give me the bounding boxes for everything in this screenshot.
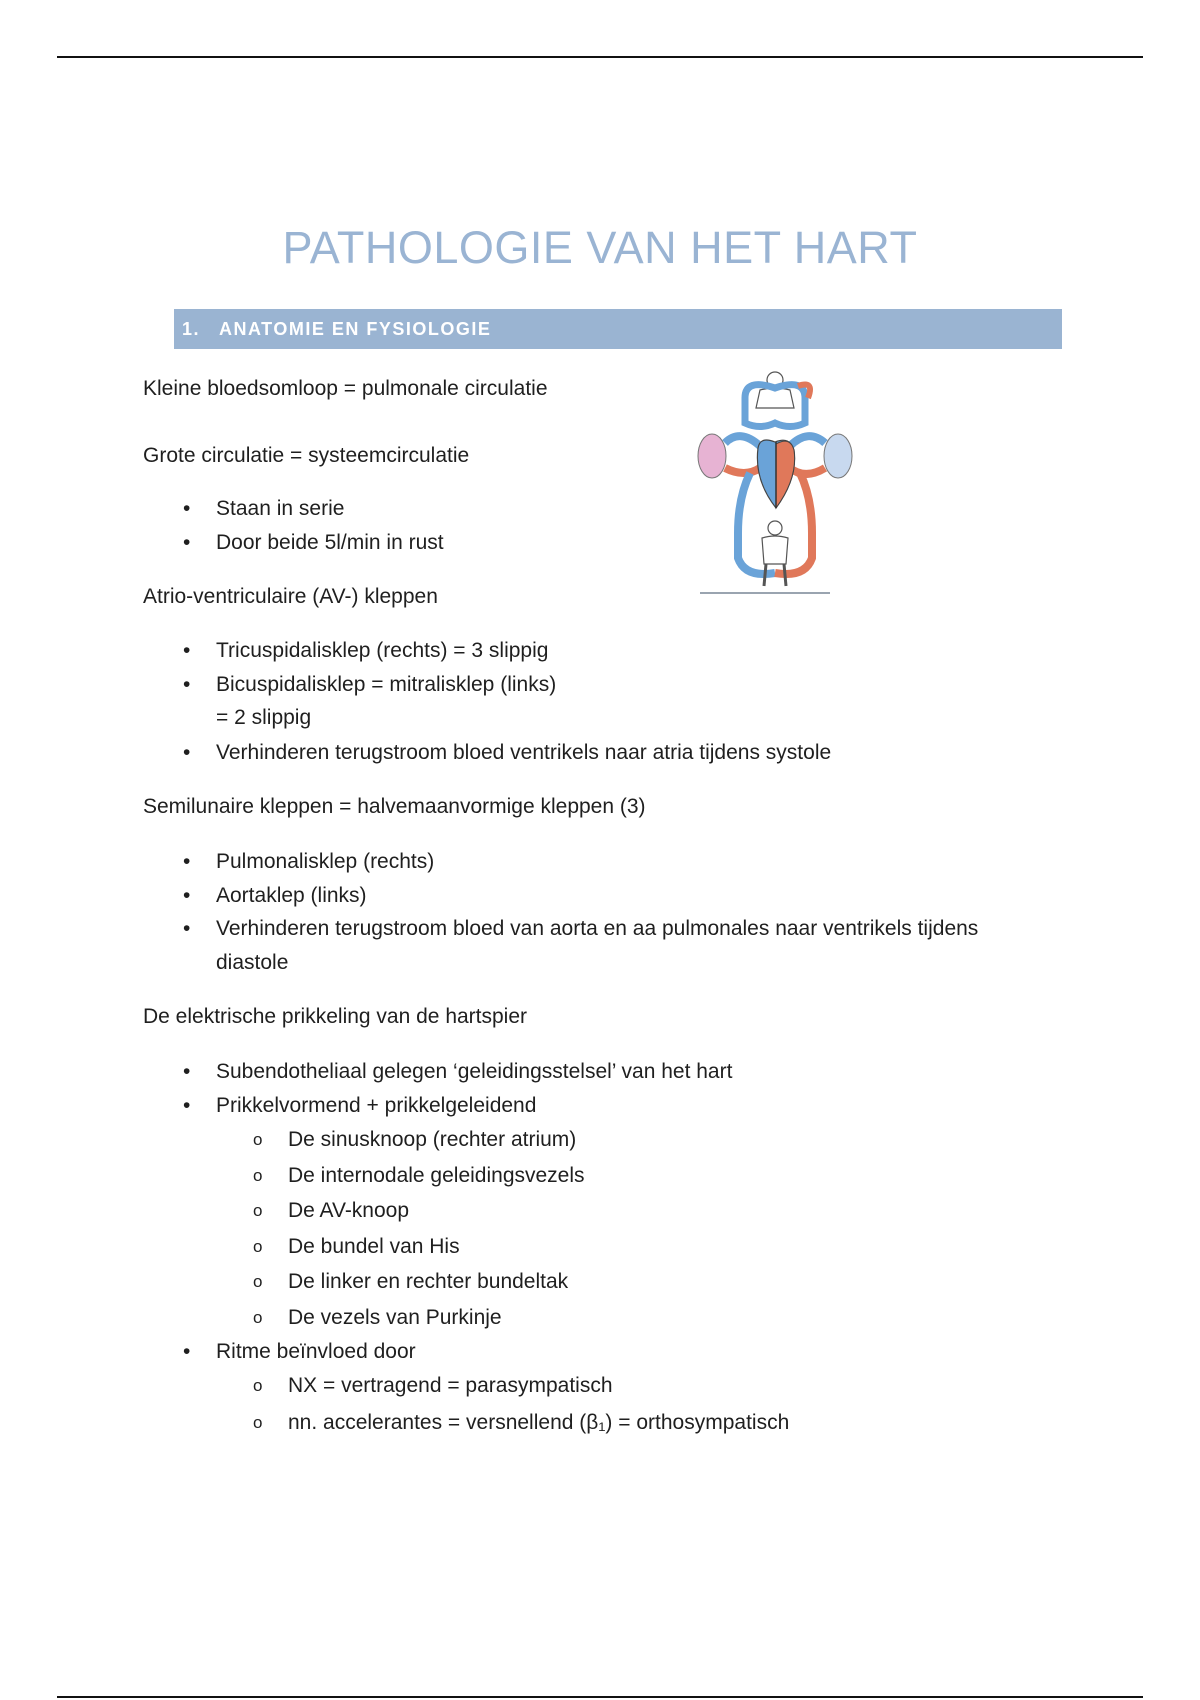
- bullet-marker: •: [183, 1340, 191, 1363]
- list-item: Ritme beïnvloed door: [216, 1340, 416, 1363]
- right-lung-icon: [824, 434, 852, 478]
- section-title: ANATOMIE EN FYSIOLOGIE: [219, 318, 492, 339]
- sub-bullet-marker: o: [253, 1308, 263, 1327]
- paragraph-kleine-bloedsomloop: Kleine bloedsomloop = pulmonale circulatie: [143, 377, 548, 400]
- header-rule: [57, 56, 1143, 58]
- sub-list-item: De AV-knoop: [288, 1199, 410, 1222]
- list-item: Bicuspidalisklep = mitralisklep (links): [216, 673, 557, 696]
- pulmonary-vein-right: [790, 468, 825, 474]
- bullet-marker: •: [183, 673, 191, 696]
- list-item: Verhinderen terugstroom bloed van aorta en aa pulmonales naar ventrikels tijdens: [216, 917, 979, 940]
- bullet-marker: •: [183, 639, 191, 662]
- section-heading: [174, 309, 1062, 349]
- paragraph-grote-circulatie: Grote circulatie = systeemcirculatie: [143, 444, 470, 467]
- sub-list-item: De vezels van Purkinje: [288, 1306, 502, 1329]
- pulmonary-artery: [725, 436, 760, 446]
- sub-bullet-marker: o: [253, 1376, 263, 1395]
- list-item-continuation: diastole: [216, 951, 289, 974]
- paragraph-av-kleppen: Atrio-ventriculaire (AV-) kleppen: [143, 585, 438, 608]
- list-item: Prikkelvormend + prikkelgeleidend: [216, 1094, 537, 1117]
- sub-bullet-marker: o: [253, 1166, 263, 1185]
- sub-list-item: De internodale geleidingsvezels: [288, 1164, 585, 1187]
- paragraph-semilunaire-kleppen: Semilunaire kleppen = halvemaanvormige kleppen (3): [143, 795, 646, 818]
- bullet-marker: •: [183, 917, 191, 940]
- section-number: 1.: [182, 318, 201, 339]
- bullet-marker: •: [183, 531, 191, 554]
- sub-list-item: nn. accelerantes = versnellend (β₁) = orthosympatisch: [288, 1411, 790, 1434]
- list-item: Subendotheliaal gelegen ‘geleidingsstelsel’ van het hart: [216, 1060, 733, 1083]
- sub-bullet-marker: o: [253, 1130, 263, 1149]
- list-item: Staan in serie: [216, 497, 345, 520]
- list-item: Pulmonalisklep (rechts): [216, 850, 435, 873]
- paragraph-elektrische-prikkeling: De elektrische prikkeling van de hartspier: [143, 1005, 528, 1028]
- bullet-marker: •: [183, 1060, 191, 1083]
- list-item: Door beide 5l/min in rust: [216, 531, 444, 554]
- sub-bullet-marker: o: [253, 1201, 263, 1220]
- figure-caption-line: [700, 592, 830, 594]
- bullet-marker: •: [183, 850, 191, 873]
- document-title: PATHOLOGIE VAN HET HART: [282, 222, 918, 273]
- list-item: Verhinderen terugstroom bloed ventrikels naar atria tijdens systole: [216, 741, 832, 764]
- list-item: Aortaklep (links): [216, 884, 367, 907]
- left-lung-icon: [698, 434, 726, 478]
- sub-list-item: De sinusknoop (rechter atrium): [288, 1128, 577, 1151]
- sub-bullet-marker: o: [253, 1413, 263, 1432]
- bullet-marker: •: [183, 497, 191, 520]
- sub-list-item: De linker en rechter bundeltak: [288, 1270, 569, 1293]
- heart-icon: [757, 440, 794, 508]
- list-item-continuation: = 2 slippig: [216, 706, 312, 729]
- sub-bullet-marker: o: [253, 1237, 263, 1256]
- circulatory-system-diagram: [690, 368, 860, 598]
- bullet-marker: •: [183, 884, 191, 907]
- pulmonary-artery-right: [790, 436, 825, 446]
- sub-list-item: De bundel van His: [288, 1235, 460, 1258]
- pulmonary-vein-left: [725, 468, 760, 473]
- footer-rule: [57, 1696, 1143, 1698]
- sub-list-item: NX = vertragend = parasympatisch: [288, 1374, 613, 1397]
- list-item: Tricuspidalisklep (rechts) = 3 slippig: [216, 639, 549, 662]
- bullet-marker: •: [183, 1094, 191, 1117]
- bullet-marker: •: [183, 741, 191, 764]
- sub-bullet-marker: o: [253, 1272, 263, 1291]
